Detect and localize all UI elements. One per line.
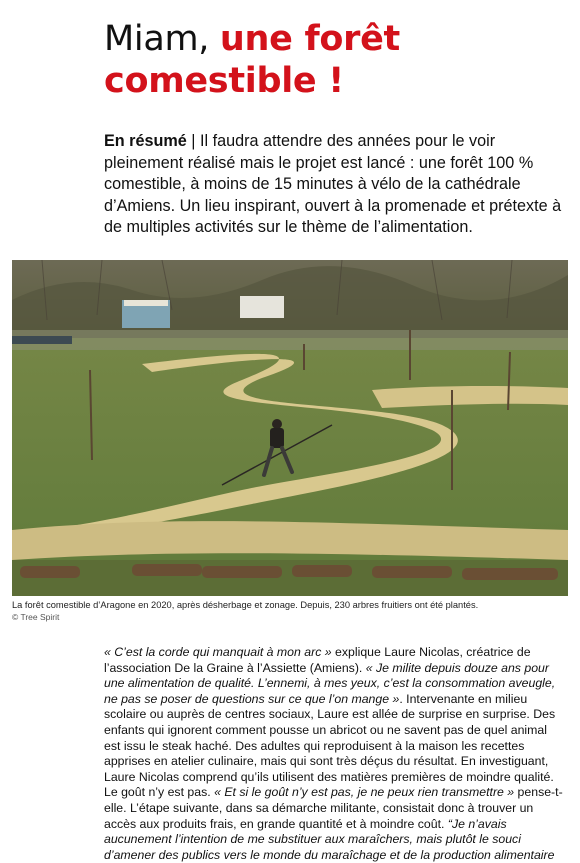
photo-caption — [12, 599, 568, 623]
quote-4: “Je n’avais aucunement l’intention de me substituer aux maraîchers, mais plutôt le souci d’amener des publics vers le monde du maraîchage et de la production alimentaire — [104, 816, 555, 862]
text-1: explique Laure Nicolas, créatrice de l’association De la Graine à l’Assiette (Amiens). — [104, 645, 531, 675]
quote-2: « Je milite depuis douze ans pour une alimentation de qualité. L’ennemi, à mes yeux, c’est la consommation aveugle, ne pas se poser de questions sur ce que l’on mange » — [104, 660, 556, 706]
summary-paragraph — [104, 131, 566, 239]
summary-text: Il faudra attendre des années pour le voir pleinement réalisé mais le projet est lancé : une forêt 100 % comestible, à moins de 15 minutes à vélo de la cathédrale d’Amiens. Un lieu inspirant, ouvert à la promenade et prétexte à de multiples activités sur le thème de l’alimentation. — [104, 132, 562, 236]
summary-separator: | — [186, 132, 200, 150]
article-paragraph — [104, 645, 566, 863]
food-forest-photo — [12, 260, 568, 596]
caption-credit: © Tree Spirit — [12, 612, 60, 622]
title-accent: une forêt comestible ! — [104, 19, 400, 101]
article-body — [104, 645, 566, 863]
quote-3: « Et si le goût n’y est pas, je ne peux rien transmettre » — [214, 785, 515, 800]
title-plain: Miam, — [104, 19, 220, 59]
text-3: pense-t-elle. L’étape suivante, dans sa démarche militante, consistait donc à trouver un accès aux produits frais, en grande quantité et à moindre coût. — [104, 785, 563, 831]
summary-lead: En résumé — [104, 132, 187, 150]
article-title — [104, 18, 564, 102]
text-2: . Intervenante en milieu scolaire ou auprès de centres sociaux, Laure est allée de surprise en surprise. Des enfants qui ignorent comment pousse un abricot ou ne savent pas de quel animal est issu le steak haché. Des adultes qui reproduisent à la maison les recettes apprises en atelier culinaire, mais qui sont très déçus du résultat. En investiguant, Laure Nicolas comprend qu’ils utilisent des matières premières de moindre qualité. Le goût n’y est pas. — [104, 691, 556, 800]
caption-text: La forêt comestible d’Aragone en 2020, après désherbage et zonage. Depuis, 230 arbres fruitiers ont été plantés. — [12, 600, 479, 610]
quote-1: « C’est la corde qui manquait à mon arc » — [104, 645, 332, 659]
